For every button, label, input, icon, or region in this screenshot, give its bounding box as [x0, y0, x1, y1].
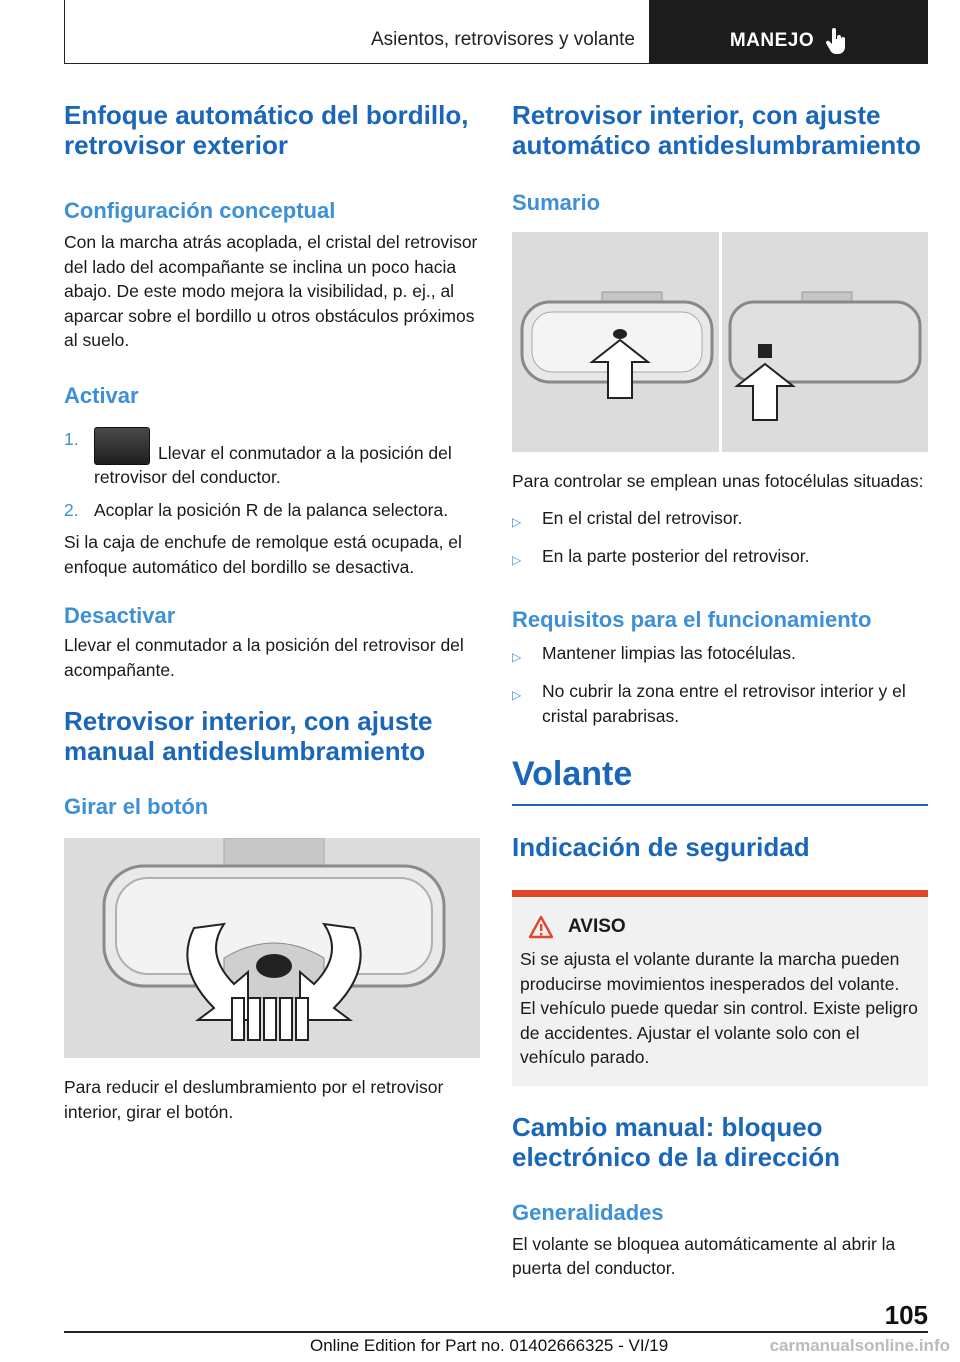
paragraph-concept: Con la marcha atrás acoplada, el cristal del retrovisor del lado del acompañante se inclina un poco hacia abajo. De este modo mejora la visibilidad, p. ej., al aparcar sobre el bordillo u otros obstáculos próximos al suelo.	[64, 232, 478, 350]
list-item	[512, 506, 928, 535]
heading-rule	[512, 804, 928, 806]
step-text: Acoplar la posición R de la palanca selectora.	[94, 499, 449, 520]
heading-requirements: Requisitos para el funcionamiento	[512, 606, 872, 632]
footer-rule	[64, 1331, 928, 1333]
right-column	[512, 100, 928, 1281]
heading-concept: Configuración conceptual	[64, 198, 336, 223]
list-item	[64, 427, 480, 490]
activate-steps	[64, 427, 480, 523]
list-item-text: No cubrir la zona entre el retrovisor interior y el cristal parabrisas.	[542, 681, 906, 726]
paragraph-deactivate: Llevar el conmutador a la posición del retrovisor del acompañante.	[64, 635, 464, 680]
photocell-mirror-image	[512, 232, 928, 457]
bullet-triangle-icon: ▷	[512, 688, 522, 702]
list-item	[512, 544, 928, 573]
list-item-text: En el cristal del retrovisor.	[542, 507, 743, 528]
heading-manual-dimming: Retrovisor interior, con ajuste manual antideslumbramiento	[64, 706, 433, 766]
heading-summary: Sumario	[512, 190, 601, 215]
paragraph-trailer: Si la caja de enchufe de remolque está ocupada, el enfoque automático del bordillo se desactiva.	[64, 532, 462, 577]
switch-button-icon	[94, 427, 150, 465]
warning-box	[512, 890, 928, 1086]
heading-activate: Activar	[64, 382, 139, 408]
list-item	[512, 641, 928, 670]
mirror-knob-image	[64, 838, 480, 1063]
bullet-triangle-icon: ▷	[512, 649, 522, 664]
heading-turn-knob: Girar el botón	[64, 794, 209, 819]
hand-pointer-icon	[826, 28, 848, 54]
page-header	[64, 0, 928, 64]
list-item	[64, 498, 480, 523]
paragraph-general: El volante se bloquea automáticamente al abrir la puerta del conductor.	[512, 1233, 896, 1278]
bullet-triangle-icon: ▷	[512, 553, 522, 567]
warning-title: AVISO	[568, 916, 626, 937]
heading-steering-lock: Cambio manual: bloqueo electrónico de la dirección	[512, 1111, 840, 1172]
watermark: carmanualsonline.info	[769, 1336, 950, 1355]
warning-header	[520, 915, 918, 939]
chapter-label: MANEJO	[729, 30, 815, 51]
heading-safety: Indicación de seguridad	[512, 832, 810, 862]
list-item-text: Mantener limpias las fotocélulas.	[542, 642, 796, 663]
list-item-text: En la parte posterior del retrovisor.	[542, 546, 810, 566]
section-title: Asientos, retrovisores y volante	[64, 0, 650, 64]
heading-steering-wheel: Volante	[512, 755, 633, 793]
heading-deactivate: Desactivar	[64, 603, 176, 628]
step-text: Llevar el conmutador a la posición del retrovisor del conductor.	[94, 442, 452, 487]
chapter-tab	[650, 0, 928, 64]
page-number: 105	[884, 1300, 928, 1330]
step-number: 2.	[64, 499, 79, 520]
heading-auto-dimming: Retrovisor interior, con ajuste automático antideslumbramiento	[512, 100, 921, 160]
paragraph-photocells: Para controlar se emplean unas fotocélulas situadas:	[512, 471, 924, 491]
left-column	[64, 100, 480, 1124]
heading-general: Generalidades	[512, 1199, 664, 1225]
step-number: 1.	[64, 428, 79, 449]
bullet-triangle-icon: ▷	[512, 514, 522, 529]
heading-curb-view: Enfoque automático del bordillo, retrovisor exterior	[64, 100, 469, 160]
paragraph-turn-knob: Para reducir el deslumbramiento por el retrovisor interior, girar el botón.	[64, 1077, 444, 1122]
warning-text: Si se ajusta el volante durante la marcha pueden producirse movimientos inesperados del volante. El vehículo puede quedar sin control. Existe peligro de accidentes. Ajustar el volante solo con el vehículo parado.	[520, 949, 918, 1067]
warning-triangle-icon	[528, 915, 554, 939]
edition-text: Online Edition for Part no. 01402666325 - VI/19	[310, 1336, 669, 1355]
requirements-list	[512, 641, 928, 729]
list-item	[512, 679, 928, 728]
photocell-list	[512, 506, 928, 573]
